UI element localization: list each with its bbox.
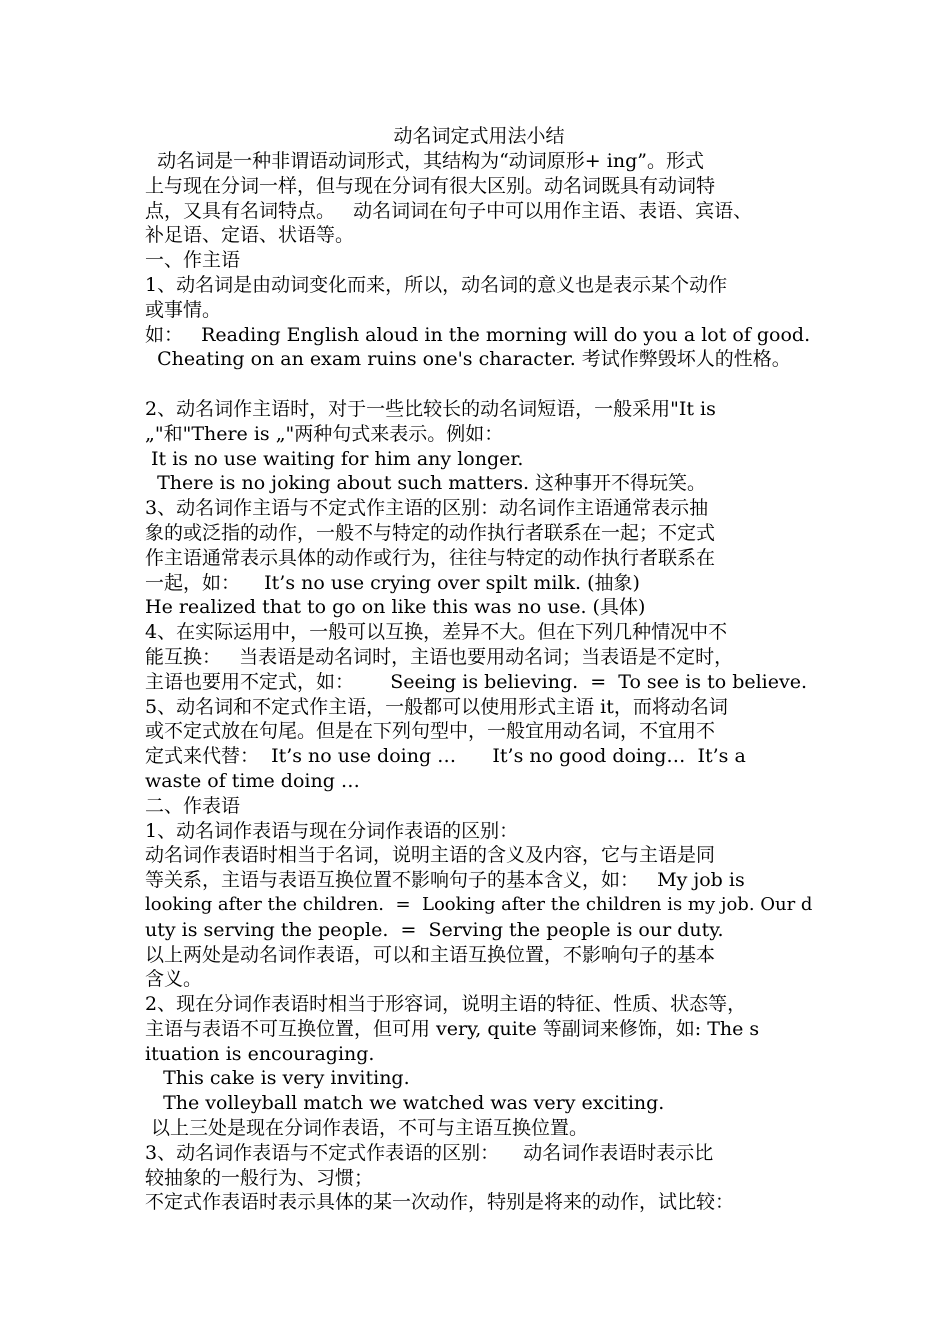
text-line: 较抽象的一般行为、习惯； bbox=[145, 1166, 374, 1189]
text-line: 能互换： 当表语是动名词时，主语也要用动名词；当表语是不定时， bbox=[145, 645, 734, 668]
text-line: 等关系，主语与表语互换位置不影响句子的基本含义，如： My job is bbox=[145, 869, 745, 892]
text-line: 3、动名词作主语与不定式作主语的区别：动名词作主语通常表示抽 bbox=[145, 497, 709, 520]
text-line: 3、动名词作表语与不定式作表语的区别： 动名词作表语时表示比 bbox=[145, 1141, 714, 1164]
text-line: 动名词是一种非谓语动词形式，其结构为“动词原形+ ing”。形式 bbox=[145, 150, 704, 172]
text-line: 1、动名词是由动词变化而来，所以，动名词的意义也是表示某个动作 bbox=[145, 273, 728, 296]
text-line: 动名词作表语时相当于名词，说明主语的含义及内容，它与主语是同 bbox=[145, 844, 716, 867]
text-line: He realized that to go on like this was no use. (具体) bbox=[145, 596, 646, 619]
text-line: 象的或泛指的动作，一般不与特定的动作执行者联系在一起；不定式 bbox=[145, 521, 716, 544]
text-line: uty is serving the people. = Serving the people is our duty. bbox=[145, 918, 724, 941]
text-line: 或事情。 bbox=[145, 298, 222, 321]
text-line: 含义。 bbox=[145, 968, 203, 991]
text-line: ituation is encouraging. bbox=[145, 1042, 375, 1065]
text-line: 主语也要用不定式，如： Seeing is believing. = To see is to believe. bbox=[145, 670, 808, 693]
text-line: looking after the children. = Looking after the children is my job. Our d bbox=[145, 893, 813, 915]
text-line: 2、动名词作主语时，对于一些比较长的动名词短语，一般采用"It is bbox=[145, 397, 716, 420]
document-body bbox=[145, 149, 813, 1215]
text-line: 一、作主语 bbox=[145, 249, 241, 272]
text-line: 定式来代替： It’s no use doing … It’s no good doing… It’s a bbox=[145, 745, 746, 768]
text-line: 不定式作表语时表示具体的某一次动作，特别是将来的动作，试比较： bbox=[145, 1191, 735, 1214]
text-line: There is no joking about such matters. 这种事开不得玩笑。 bbox=[145, 472, 707, 495]
text-line: 点，又具有名词特点。 动名词词在句子中可以用作主语、表语、宾语、 bbox=[145, 199, 753, 222]
text-line: Cheating on an exam ruins one's character. 考试作弊毁坏人的性格。 bbox=[145, 348, 791, 371]
text-line: 2、现在分词作表语时相当于形容词，说明主语的特征、性质、状态等， bbox=[145, 993, 747, 1016]
text-line: 一起，如： It’s no use crying over spilt milk. (抽象) bbox=[145, 571, 640, 594]
text-line: The volleyball match we watched was very exciting. bbox=[145, 1092, 665, 1115]
document-title: 动名词定式用法小结 bbox=[393, 125, 565, 147]
document-page bbox=[145, 124, 813, 1215]
text-line: 二、作表语 bbox=[145, 794, 241, 817]
text-line: 5、动名词和不定式作主语，一般都可以使用形式主语 it，而将动名词 bbox=[145, 695, 728, 718]
text-line: This cake is very inviting. bbox=[145, 1067, 410, 1090]
text-line bbox=[145, 372, 813, 397]
text-line: 1、动名词作表语与现在分词作表语的区别： bbox=[145, 819, 519, 842]
text-line: „"和"There is „"两种句式来表示。例如： bbox=[145, 422, 504, 445]
text-line: 或不定式放在句尾。但是在下列句型中，一般宜用动名词，不宜用不 bbox=[145, 720, 716, 743]
text-line: 以上三处是现在分词作表语，不可与主语互换位置。 bbox=[145, 1117, 589, 1140]
text-line: 如： Reading English aloud in the morning will do you a lot of good. bbox=[145, 323, 811, 346]
text-line: waste of time doing … bbox=[145, 769, 360, 792]
text-line: 作主语通常表示具体的动作或行为，往往与特定的动作执行者联系在 bbox=[145, 546, 716, 569]
text-line: 补足语、定语、状语等。 bbox=[145, 224, 355, 247]
text-line: 上与现在分词一样，但与现在分词有很大区别。动名词既具有动词特 bbox=[145, 174, 716, 197]
text-line: 4、在实际运用中，一般可以互换，差异不大。但在下列几种情况中不 bbox=[145, 621, 728, 644]
text-line: 主语与表语不可互换位置，但可用 very, quite 等副词来修饰，如: The s bbox=[145, 1017, 760, 1040]
text-line: It is no use waiting for him any longer. bbox=[145, 447, 524, 470]
text-line: 以上两处是动名词作表语，可以和主语互换位置，不影响句子的基本 bbox=[145, 943, 716, 966]
